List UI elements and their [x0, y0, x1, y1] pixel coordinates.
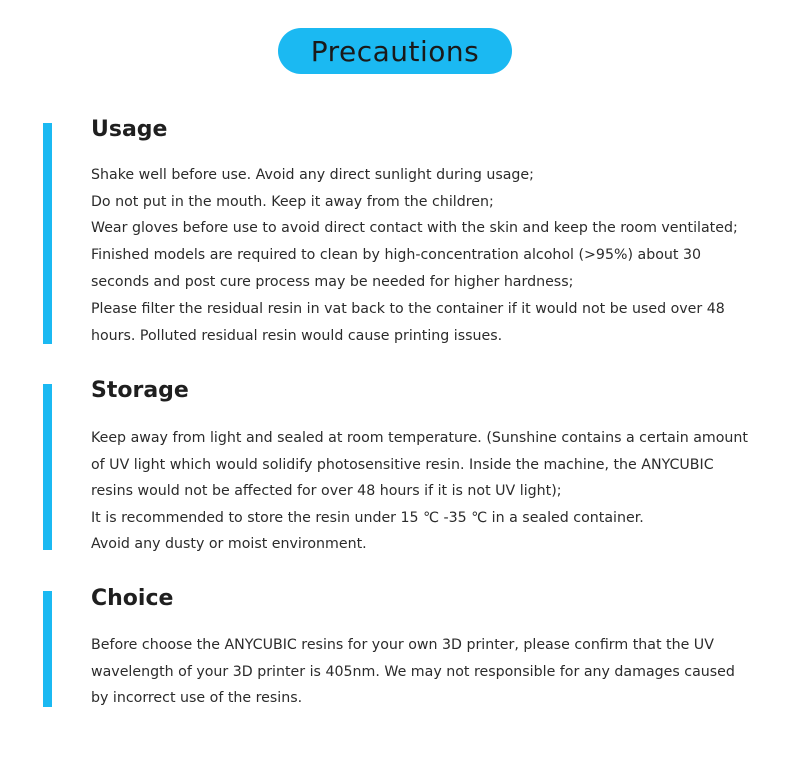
storage-text [91, 425, 748, 558]
text-line: wavelength of your 3D printer is 405nm. We may not responsible for any damages caused [91, 663, 735, 680]
text-line: Wear gloves before use to avoid direct contact with the skin and keep the room ventilated; [91, 220, 738, 237]
section-accent-bar [43, 123, 52, 344]
text-line: Please filter the residual resin in vat back to the container if it would not be used over 48 [91, 301, 725, 318]
section-heading-usage: Usage [91, 117, 168, 142]
section-accent-bar [43, 591, 52, 707]
text-line: resins would not be affected for over 48 hours if it is not UV light); [91, 483, 562, 500]
text-line: of UV light which would solidify photosensitive resin. Inside the machine, the ANYCUBIC [91, 456, 714, 473]
text-line: It is recommended to store the resin under 15 ℃ -35 ℃ in a sealed container. [91, 509, 644, 526]
page-title: Precautions [310, 34, 480, 68]
text-line: hours. Polluted residual resin would cause printing issues. [91, 327, 503, 344]
page-title-pill [278, 28, 512, 74]
text-line: by incorrect use of the resins. [91, 690, 303, 707]
text-line: seconds and post cure process may be needed for higher hardness; [91, 274, 574, 291]
text-line: Finished models are required to clean by high-concentration alcohol (>95%) about 30 [91, 246, 702, 263]
choice-text [91, 632, 735, 712]
usage-text [91, 162, 738, 350]
text-line: Shake well before use. Avoid any direct sunlight during usage; [91, 167, 534, 183]
text-line: Before choose the ANYCUBIC resins for your own 3D printer, please confirm that the UV [91, 637, 714, 653]
section-accent-bar [43, 384, 52, 550]
text-line: Do not put in the mouth. Keep it away from the children; [91, 193, 494, 210]
text-line: Keep away from light and sealed at room temperature. (Sunshine contains a certain amount [91, 430, 748, 446]
section-heading-storage: Storage [91, 378, 189, 403]
section-heading-choice: Choice [91, 586, 174, 611]
text-line: Avoid any dusty or moist environment. [91, 536, 367, 553]
